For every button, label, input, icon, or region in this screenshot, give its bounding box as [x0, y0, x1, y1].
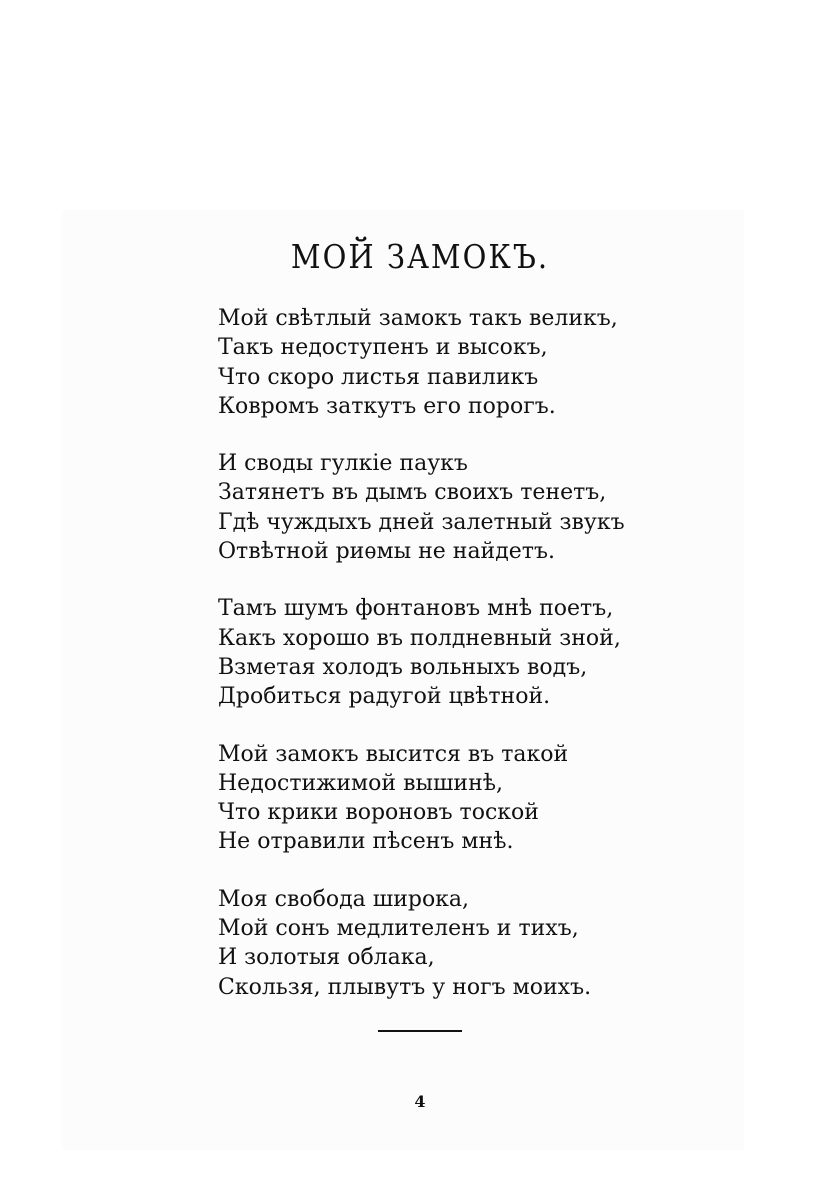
poem-line: Недостижимой вышинѣ,: [218, 770, 504, 796]
poem-body: [218, 304, 678, 1030]
stanza: [218, 885, 678, 1002]
poem-line: Ковромъ заткутъ его порогъ.: [218, 393, 556, 419]
stanza: [218, 740, 678, 857]
page-number: 4: [414, 1092, 426, 1111]
poem-line: Какъ хорошо въ полдневный зной,: [218, 625, 621, 651]
poem-line: Моя свобода широка,: [218, 886, 470, 912]
poem-line: Такъ недоступенъ и высокъ,: [218, 335, 548, 361]
poem-line: И золотыя облака,: [218, 945, 435, 971]
poem-title: МОЙ ЗАМОКЪ.: [290, 238, 550, 277]
poem-line: Скользя, плывутъ у ногъ моихъ.: [218, 974, 592, 1000]
poem-line: И своды гулкіе паукъ: [218, 451, 468, 477]
poem-line: Мой свѣтлый замокъ такъ великъ,: [218, 306, 618, 331]
closing-rule: [378, 1030, 462, 1032]
poem-line: Что скоро листья павиликъ: [218, 364, 539, 390]
stanza: [218, 594, 678, 711]
poem-line: Отвѣтной риѳмы не найдетъ.: [218, 539, 555, 565]
poem-line: Дробиться радугой цвѣтной.: [218, 684, 551, 710]
stanza: [218, 449, 678, 566]
poem-line: Гдѣ чуждыхъ дней залетный звукъ: [218, 509, 625, 535]
poem-line: Затянетъ въ дымъ своихъ тенетъ,: [218, 480, 607, 506]
poem-line: Что крики вороновъ тоской: [218, 800, 539, 826]
poem-line: Не отравили пѣсенъ мнѣ.: [218, 829, 514, 855]
stanza: [218, 304, 678, 421]
poem-line: Взметая холодъ вольныхъ водъ,: [218, 654, 588, 680]
poem-line: Мой замокъ высится въ такой: [218, 741, 569, 767]
poem-line: Тамъ шумъ фонтановъ мнѣ поетъ,: [218, 596, 614, 622]
poem-line: Мой сонъ медлителенъ и тихъ,: [218, 916, 579, 942]
